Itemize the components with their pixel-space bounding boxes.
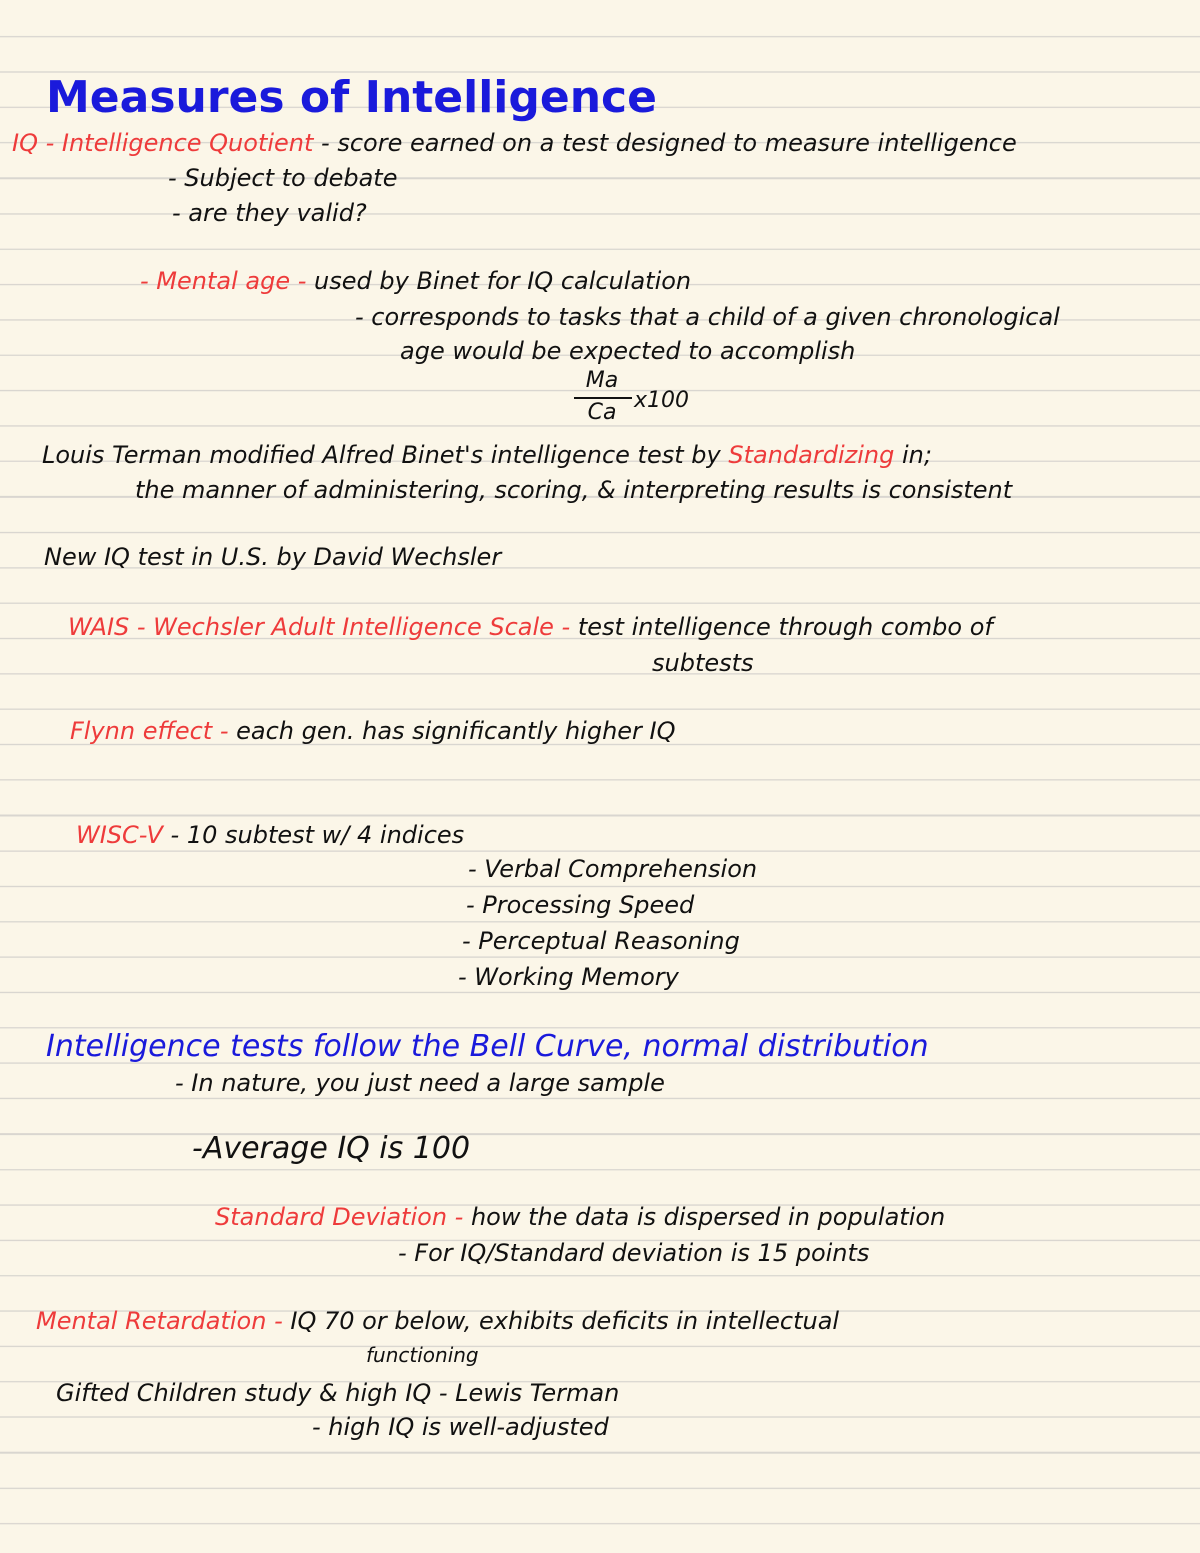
gifted-sub: - high IQ is well-adjusted [312,1413,609,1441]
formula-denominator: Ca [587,400,617,425]
mental-age-sub-1: - corresponds to tasks that a child of a given chronological [355,303,1060,331]
iq-def: - score earned on a test designed to measure intelligence [321,129,1017,157]
mr-term: Mental Retardation - [36,1307,283,1335]
wisc-def: - 10 subtest w/ 4 indices [170,821,465,849]
iq-formula [572,368,712,428]
page-title: Measures of Intelligence [46,72,657,123]
mental-age-definition [140,266,691,296]
wais-def-2: subtests [652,649,754,677]
iq-sub-2: - are they valid? [172,199,367,227]
gifted-line: Gifted Children study & high IQ - Lewis Terman [56,1379,620,1407]
mental-age-sub-2: age would be expected to accomplish [400,337,856,365]
iq-sub-1: - Subject to debate [168,164,398,192]
terman-line-1-post: in; [901,441,932,469]
average-iq: -Average IQ is 100 [192,1131,471,1166]
flynn-def: each gen. has significantly higher IQ [236,717,676,745]
iq-definition [12,128,1017,158]
wisc-index-4: - Working Memory [458,963,679,991]
mr-definition [36,1306,839,1336]
wechsler-line: New IQ test in U.S. by David Wechsler [44,543,502,571]
sd-term: Standard Deviation - [215,1203,464,1231]
wisc-definition [76,820,464,850]
mr-def: IQ 70 or below, exhibits deficits in intellectual [290,1307,840,1335]
flynn-term: Flynn effect - [70,717,229,745]
wisc-index-1: - Verbal Comprehension [468,855,758,883]
wais-def: test intelligence through combo of [577,613,993,641]
standardizing-term: Standardizing [728,441,895,469]
terman-line-1-pre: Louis Terman modified Alfred Binet's intelligence test by [42,441,721,469]
iq-term: IQ - Intelligence Quotient [12,129,314,157]
wisc-index-2: - Processing Speed [466,891,695,919]
terman-line-1 [42,440,932,470]
terman-line-2: the manner of administering, scoring, & interpreting results is consistent [135,476,1013,504]
bell-curve-sub: - In nature, you just need a large sample [175,1069,665,1097]
formula-multiplier: x100 [634,388,690,413]
wais-definition [68,612,993,642]
sd-definition [215,1202,945,1232]
bell-curve-heading: Intelligence tests follow the Bell Curve, normal distribution [46,1029,929,1064]
mental-age-term: - Mental age - [140,267,307,295]
flynn-definition [70,716,676,746]
formula-numerator: Ma [585,368,619,393]
sd-def: how the data is dispersed in population [470,1203,946,1231]
sd-sub: - For IQ/Standard deviation is 15 points [398,1239,870,1267]
wisc-term: WISC-V [76,821,163,849]
fraction-bar [574,397,632,399]
wisc-index-3: - Perceptual Reasoning [462,927,740,955]
wais-term: WAIS - Wechsler Adult Intelligence Scale - [68,613,571,641]
mental-age-def: used by Binet for IQ calculation [314,267,692,295]
mr-def-2: functioning [366,1343,479,1367]
